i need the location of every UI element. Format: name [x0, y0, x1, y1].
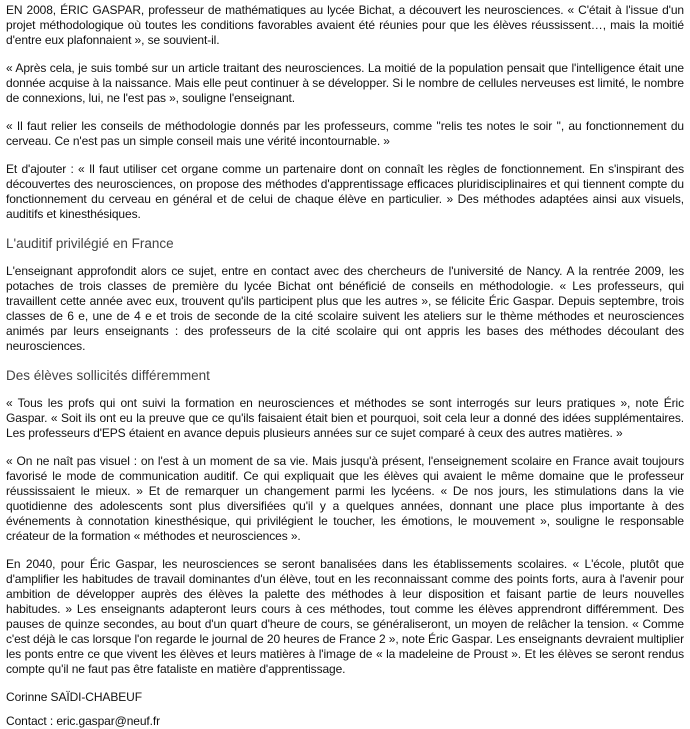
paragraph: EN 2008, ÉRIC GASPAR, professeur de mathématiques au lycée Bichat, a découvert les neurosciences. « C'était à l'issue d'un projet méthodologique où toutes les conditions favorables avaient été réunies pour que les élèves réussissent…, mais la moitié d'entre eux plafonnaient », se souvient-il. — [6, 3, 684, 47]
paragraph: Et d'ajouter : « Il faut utiliser cet organe comme un partenaire dont on connaît les règles de fonctionnement. En s'inspirant des découvertes des neurosciences, on propose des méthodes d'apprentissage efficaces pluridisciplinaires et qui tiennent compte du fonctionnement du cerveau en général et de celui de chaque élève en particulier. » Des méthodes adaptées ainsi aux visuels, auditifs et kinesthésiques. — [6, 162, 684, 221]
paragraph: L'enseignant approfondit alors ce sujet, entre en contact avec des chercheurs de l'université de Nancy. A la rentrée 2009, les potaches de trois classes de première du lycée Bichat ont bénéficié de conseils en méthodologie. « Les professeurs, qui travaillent cette année avec eux, trouvent qu'ils participent plus que les autres », se félicite Éric Gaspar. Depuis septembre, trois classes de 6 e, une de 4 e et trois de seconde de la cité scolaire suivent les ateliers sur le thème méthodes et neurosciences animés par leurs enseignants : des professeurs de la cité scolaire qui ont appris les bases des méthodes découlant des neurosciences. — [6, 264, 684, 353]
paragraph: « On ne naît pas visuel : on l'est à un moment de sa vie. Mais jusqu'à présent, l'enseignement scolaire en France avait toujours favorisé le mode de communication auditif. Ce qui expliquait que les élèves qui avaient le même domaine que le professeur réussissaient le mieux. » Et de remarquer un changement parmi les lycéens. « De nos jours, les stimulations dans la vie quotidienne des adolescents sont plus diversifiées qu'il y a quelques années, donnant une place plus importante à des événements à connotation kinesthésique, qui privilégient le toucher, les émotions, le mouvement », souligne le responsable créateur de la formation « méthodes et neurosciences ». — [6, 454, 684, 543]
section-heading: Des élèves sollicités différemment — [6, 368, 210, 383]
contact-line: Contact : eric.gaspar@neuf.fr — [6, 714, 161, 728]
author-signature: Corinne SAÏDI-CHABEUF — [6, 690, 142, 704]
paragraph: « Tous les profs qui ont suivi la formation en neurosciences et méthodes se sont interrogés sur leurs pratiques », note Éric Gaspar. « Soit ils ont eu la preuve que ce qu'ils faisaient était bien et pourquoi, soit cela leur a donné des idées supplémentaires. Les professeurs d'EPS étaient en avance depuis plusieurs années sur ce sujet comparé à ceux des autres matières. » — [6, 396, 684, 440]
paragraph: « Après cela, je suis tombé sur un article traitant des neurosciences. La moitié de la population pensait que l'intelligence était une donnée acquise à la naissance. Mais elle peut continuer à se développer. Si le nombre de cellules nerveuses est limité, le nombre de connexions, lui, ne l'est pas », souligne l'enseignant. — [6, 61, 684, 105]
section-heading: L'auditif privilégié en France — [6, 236, 174, 251]
paragraph: « Il faut relier les conseils de méthodologie donnés par les professeurs, comme ''relis tes notes le soir '', au fonctionnement du cerveau. Ce n'est pas un simple conseil mais une vérité incontournable. » — [6, 119, 684, 148]
paragraph: En 2040, pour Éric Gaspar, les neurosciences se seront banalisées dans les établissements scolaires. « L'école, plutôt que d'amplifier les habitudes de travail dominantes d'un élève, tout en les reconnaissant comme des points forts, aura à l'avenir pour ambition de développer auprès des élèves la palette des méthodes à leur disposition et faisant partie de leurs nouvelles habitudes. » Les enseignants adapteront leurs cours à ces méthodes, tout comme les élèves apprendront différemment. Des pauses de quinze secondes, au bout d'un quart d'heure de cours, se généraliseront, un moyen de relâcher la tension. « Comme c'est déjà le cas lorsque l'on regarde le journal de 20 heures de France 2 », note Éric Gaspar. Les enseignants devraient multiplier les ponts entre ce que vivent les élèves et leurs matières à l'image de « la madeleine de Proust ». Et les élèves se seront rendus compte qu'il ne faut pas être fataliste en matière d'apprentissage. — [6, 557, 684, 676]
